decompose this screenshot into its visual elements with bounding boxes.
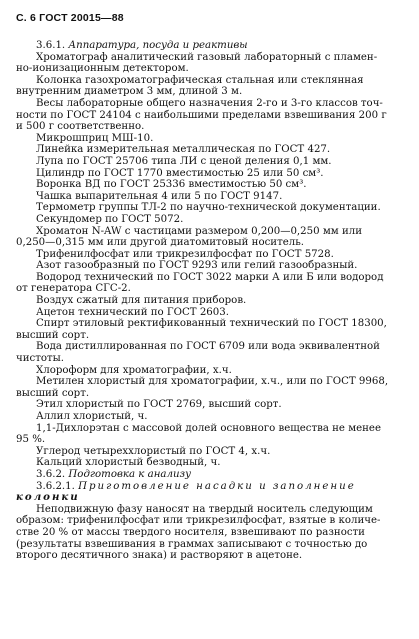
section-3-6-2-1-heading-cont	[16, 492, 404, 504]
line-4: Весы лабораторные общего назначения 2-го и 3-го классов точ-	[36, 97, 383, 109]
line-27: Хлороформ для хроматографии, х.ч.	[36, 364, 232, 376]
line-28: Метилен хлористый для хроматографии, х.ч., или по ГОСТ 9968,	[36, 376, 389, 388]
section-title: Приготовление насадки и заполнение	[78, 480, 356, 492]
line-34: Углерод четыреххлористый по ГОСТ 4, х.ч.	[36, 445, 271, 457]
line-26: чистоты.	[16, 353, 64, 365]
line-13: Термометр группы ТЛ-2 по научно-технической документации.	[36, 202, 381, 214]
final-line-0: Неподвижную фазу наносят на твердый носитель следующим	[36, 503, 373, 515]
line-20: от генератора СГС-2.	[16, 283, 131, 295]
line-12: Чашка выпарительная 4 или 5 по ГОСТ 9147.	[36, 190, 283, 202]
section-title: Подготовка к анализу	[68, 468, 191, 480]
line-18: Азот газообразный по ГОСТ 9293 или гелий газообразный.	[36, 260, 358, 272]
section-number: 3.6.2.	[36, 468, 66, 480]
line-32: 1,1-Дихлорэтан с массовой долей основного вещества не менее	[36, 422, 381, 434]
final-line-2: стве 20 % от массы твердого носителя, взвешивают по разности	[16, 526, 365, 538]
section-title: Аппаратура, посуда и реактивы	[68, 40, 248, 51]
final-line-3: (результаты взвешивания в граммах записывают с точностью до	[16, 538, 368, 550]
final-line-1: образом: трифенилфосфат или трикрезилфосфат, взятые в количе-	[16, 515, 381, 527]
line-35: Кальций хлористый безводный, ч.	[36, 457, 221, 469]
line-16: 0,250—0,315 мм или другой диатомитовый носитель.	[16, 237, 305, 249]
line-33: 95 %.	[16, 434, 46, 446]
line-10: Цилиндр по ГОСТ 1770 вместимостью 25 или 50 см³.	[36, 167, 324, 179]
line-29: высший сорт.	[16, 387, 90, 399]
document-body	[16, 40, 404, 562]
section-3-6-1-heading	[36, 40, 404, 52]
line-2: Колонка газохроматографическая стальная или стеклянная	[36, 74, 364, 86]
line-9: Лупа по ГОСТ 25706 типа ЛИ с ценой деления 0,1 мм.	[36, 155, 332, 167]
section-3-6-2-heading	[36, 469, 404, 481]
page-header: С. 6 ГОСТ 20015—88	[16, 12, 124, 24]
section-number: 3.6.1.	[36, 40, 66, 51]
section-title-cont: колонки	[16, 491, 80, 504]
line-6: и 500 г соответственно.	[16, 121, 145, 133]
line-25: Вода дистиллированная по ГОСТ 6709 или вода эквивалентной	[36, 341, 380, 353]
line-30: Этил хлористый по ГОСТ 2769, высший сорт.	[36, 399, 282, 411]
line-14: Секундомер по ГОСТ 5072.	[36, 213, 184, 225]
line-5: ности по ГОСТ 24104 с наибольшими пределами взвешивания 200 г	[16, 109, 387, 121]
line-7: Микрошприц МШ-10.	[36, 132, 154, 144]
line-11: Воронка ВД по ГОСТ 25336 вместимостью 50 см³.	[36, 179, 307, 191]
section-3-6-2-1-heading	[36, 481, 404, 493]
line-3: внутренним диаметром 3 мм, длиной 3 м.	[16, 86, 243, 98]
section-number: 3.6.2.1.	[36, 480, 75, 492]
line-22: Ацетон технический по ГОСТ 2603.	[36, 306, 229, 318]
line-1: но-ионизационным детектором.	[16, 63, 189, 75]
line-31: Аллил хлористый, ч.	[36, 411, 148, 422]
line-15: Хроматон N-AW с частицами размером 0,200—0,250 мм или	[36, 225, 362, 237]
line-23: Спирт этиловый ректификованный технический по ГОСТ 18300,	[36, 318, 387, 330]
line-8: Линейка измерительная металлическая по ГОСТ 427.	[36, 144, 331, 156]
line-19: Водород технический по ГОСТ 3022 марки А или Б или водород	[36, 271, 384, 283]
line-0: Хроматограф аналитический газовый лабораторный с пламен-	[36, 51, 378, 63]
line-21: Воздух сжатый для питания приборов.	[36, 295, 247, 307]
line-17: Трифенилфосфат или трикрезилфосфат по ГОСТ 5728.	[36, 248, 334, 260]
final-line-4: второго десятичного знака) и растворяют в ацетоне.	[16, 550, 303, 562]
line-24: высший сорт.	[16, 329, 90, 341]
